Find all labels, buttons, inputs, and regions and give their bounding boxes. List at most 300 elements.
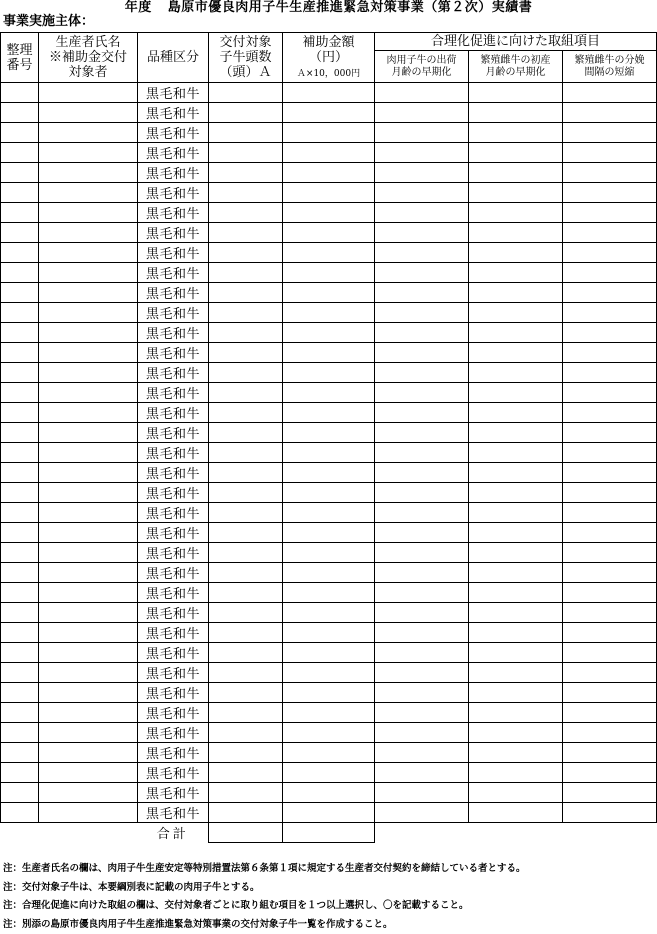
breed-cell: 黒毛和牛 <box>138 183 209 203</box>
head-count-cell[interactable] <box>209 603 283 623</box>
number-cell[interactable] <box>1 423 39 443</box>
head-count-cell[interactable] <box>209 783 283 803</box>
head-count-cell[interactable] <box>209 803 283 823</box>
breed-cell: 黒毛和牛 <box>138 743 209 763</box>
head-count-cell[interactable] <box>209 83 283 103</box>
breed-cell: 黒毛和牛 <box>138 323 209 343</box>
subsidy-cell[interactable] <box>283 163 375 183</box>
first-calving-age-cell[interactable] <box>469 383 563 403</box>
shipping-age-cell[interactable] <box>375 303 469 323</box>
number-cell[interactable] <box>1 123 39 143</box>
subsidy-cell[interactable] <box>283 743 375 763</box>
producer-cell[interactable] <box>39 423 138 443</box>
calving-interval-cell[interactable] <box>563 483 657 503</box>
shipping-age-cell[interactable] <box>375 403 469 423</box>
head-count-cell[interactable] <box>209 203 283 223</box>
head-count-cell[interactable] <box>209 663 283 683</box>
note-4: 注：別添の島原市優良肉用子牛生産推進緊急対策事業の交付対象子牛一覧を作成すること。 <box>3 916 526 934</box>
first-calving-age-cell[interactable] <box>469 503 563 523</box>
head-count-cell[interactable] <box>209 743 283 763</box>
first-calving-age-cell[interactable] <box>469 423 563 443</box>
first-calving-age-cell[interactable] <box>469 683 563 703</box>
first-calving-age-cell[interactable] <box>469 163 563 183</box>
calving-interval-cell[interactable] <box>563 643 657 663</box>
breed-cell: 黒毛和牛 <box>138 283 209 303</box>
subsidy-cell[interactable] <box>283 623 375 643</box>
shipping-age-cell[interactable] <box>375 563 469 583</box>
first-calving-age-cell[interactable] <box>469 303 563 323</box>
head-count-cell[interactable] <box>209 263 283 283</box>
producer-cell[interactable] <box>39 743 138 763</box>
first-calving-age-cell[interactable] <box>469 743 563 763</box>
shipping-age-cell[interactable] <box>375 423 469 443</box>
subsidy-cell[interactable] <box>283 503 375 523</box>
subsidy-cell[interactable] <box>283 303 375 323</box>
table-row <box>1 563 657 583</box>
note-3: 注：合理化促進に向けた取組の欄は、交付対象者ごとに取り組む項目を１つ以上選択し、〇を記載すること。 <box>3 897 526 916</box>
table-row <box>1 303 657 323</box>
shipping-age-cell[interactable] <box>375 603 469 623</box>
number-cell[interactable] <box>1 103 39 123</box>
shipping-age-cell[interactable] <box>375 443 469 463</box>
first-calving-age-cell[interactable] <box>469 323 563 343</box>
calving-interval-cell[interactable] <box>563 283 657 303</box>
calving-interval-cell[interactable] <box>563 583 657 603</box>
producer-cell[interactable] <box>39 223 138 243</box>
producer-cell[interactable] <box>39 383 138 403</box>
head-count-cell[interactable] <box>209 163 283 183</box>
table-row <box>1 683 657 703</box>
shipping-age-cell[interactable] <box>375 283 469 303</box>
producer-cell[interactable] <box>39 463 138 483</box>
table-row <box>1 403 657 423</box>
breed-cell: 黒毛和牛 <box>138 583 209 603</box>
number-cell[interactable] <box>1 603 39 623</box>
producer-cell[interactable] <box>39 443 138 463</box>
producer-cell[interactable] <box>39 683 138 703</box>
first-calving-age-cell[interactable] <box>469 443 563 463</box>
producer-cell[interactable] <box>39 623 138 643</box>
producer-cell[interactable] <box>39 603 138 623</box>
head-count-cell[interactable] <box>209 383 283 403</box>
table-row <box>1 243 657 263</box>
first-calving-age-cell[interactable] <box>469 663 563 683</box>
producer-cell[interactable] <box>39 103 138 123</box>
subsidy-cell[interactable] <box>283 563 375 583</box>
number-cell[interactable] <box>1 483 39 503</box>
performance-table <box>0 32 657 843</box>
subsidy-cell[interactable] <box>283 703 375 723</box>
breed-cell: 黒毛和牛 <box>138 443 209 463</box>
producer-cell[interactable] <box>39 143 138 163</box>
head-count-cell[interactable] <box>209 423 283 443</box>
head-count-cell[interactable] <box>209 703 283 723</box>
producer-cell[interactable] <box>39 83 138 103</box>
shipping-age-cell[interactable] <box>375 583 469 603</box>
subsidy-cell[interactable] <box>283 343 375 363</box>
shipping-age-cell[interactable] <box>375 243 469 263</box>
subsidy-cell[interactable] <box>283 123 375 143</box>
head-count-cell[interactable] <box>209 343 283 363</box>
breed-cell: 黒毛和牛 <box>138 343 209 363</box>
table-row <box>1 323 657 343</box>
producer-cell[interactable] <box>39 263 138 283</box>
calving-interval-cell[interactable] <box>563 463 657 483</box>
head-count-cell[interactable] <box>209 623 283 643</box>
producer-cell[interactable] <box>39 343 138 363</box>
producer-cell[interactable] <box>39 703 138 723</box>
number-cell[interactable] <box>1 203 39 223</box>
subsidy-cell[interactable] <box>283 763 375 783</box>
number-cell[interactable] <box>1 443 39 463</box>
first-calving-age-cell[interactable] <box>469 103 563 123</box>
producer-cell[interactable] <box>39 543 138 563</box>
subsidy-cell[interactable] <box>283 803 375 823</box>
table-row <box>1 803 657 823</box>
producer-cell[interactable] <box>39 583 138 603</box>
header-rationalization-group: 合理化促進に向けた取組項目 <box>375 33 657 51</box>
number-cell[interactable] <box>1 723 39 743</box>
number-cell[interactable] <box>1 343 39 363</box>
subsidy-cell[interactable] <box>283 243 375 263</box>
shipping-age-cell[interactable] <box>375 263 469 283</box>
number-cell[interactable] <box>1 83 39 103</box>
first-calving-age-cell[interactable] <box>469 83 563 103</box>
shipping-age-cell[interactable] <box>375 483 469 503</box>
head-count-cell[interactable] <box>209 463 283 483</box>
breed-cell: 黒毛和牛 <box>138 723 209 743</box>
first-calving-age-cell[interactable] <box>469 783 563 803</box>
subsidy-cell[interactable] <box>283 383 375 403</box>
calving-interval-cell[interactable] <box>563 543 657 563</box>
calving-interval-cell[interactable] <box>563 383 657 403</box>
calving-interval-cell[interactable] <box>563 743 657 763</box>
head-count-cell[interactable] <box>209 283 283 303</box>
calving-interval-cell[interactable] <box>563 123 657 143</box>
calving-interval-cell[interactable] <box>563 223 657 243</box>
number-cell[interactable] <box>1 263 39 283</box>
table-row <box>1 183 657 203</box>
calving-interval-cell[interactable] <box>563 783 657 803</box>
subsidy-cell[interactable] <box>283 663 375 683</box>
subsidy-cell[interactable] <box>283 323 375 343</box>
first-calving-age-cell[interactable] <box>469 283 563 303</box>
calving-interval-cell[interactable] <box>563 363 657 383</box>
number-cell[interactable] <box>1 623 39 643</box>
shipping-age-cell[interactable] <box>375 343 469 363</box>
head-count-cell[interactable] <box>209 723 283 743</box>
shipping-age-cell[interactable] <box>375 543 469 563</box>
first-calving-age-cell[interactable] <box>469 203 563 223</box>
calving-interval-cell[interactable] <box>563 343 657 363</box>
shipping-age-cell[interactable] <box>375 623 469 643</box>
producer-cell[interactable] <box>39 363 138 383</box>
shipping-age-cell[interactable] <box>375 803 469 823</box>
shipping-age-cell[interactable] <box>375 463 469 483</box>
calving-interval-cell[interactable] <box>563 203 657 223</box>
calving-interval-cell[interactable] <box>563 443 657 463</box>
producer-cell[interactable] <box>39 123 138 143</box>
subsidy-cell[interactable] <box>283 283 375 303</box>
number-cell[interactable] <box>1 183 39 203</box>
number-cell[interactable] <box>1 783 39 803</box>
producer-cell[interactable] <box>39 403 138 423</box>
shipping-age-cell[interactable] <box>375 663 469 683</box>
head-count-cell[interactable] <box>209 503 283 523</box>
calving-interval-cell[interactable] <box>563 403 657 423</box>
breed-cell: 黒毛和牛 <box>138 663 209 683</box>
number-cell[interactable] <box>1 503 39 523</box>
subsidy-cell[interactable] <box>283 143 375 163</box>
number-cell[interactable] <box>1 323 39 343</box>
calving-interval-cell[interactable] <box>563 183 657 203</box>
shipping-age-cell[interactable] <box>375 643 469 663</box>
calving-interval-cell[interactable] <box>563 563 657 583</box>
first-calving-age-cell[interactable] <box>469 483 563 503</box>
producer-cell[interactable] <box>39 323 138 343</box>
subsidy-cell[interactable] <box>283 403 375 423</box>
head-count-cell[interactable] <box>209 103 283 123</box>
producer-cell[interactable] <box>39 503 138 523</box>
total-head-count-cell[interactable] <box>209 823 283 843</box>
calving-interval-cell[interactable] <box>563 803 657 823</box>
producer-cell[interactable] <box>39 523 138 543</box>
first-calving-age-cell[interactable] <box>469 543 563 563</box>
calving-interval-cell[interactable] <box>563 703 657 723</box>
table-row <box>1 603 657 623</box>
shipping-age-cell[interactable] <box>375 683 469 703</box>
subsidy-cell[interactable] <box>283 783 375 803</box>
producer-cell[interactable] <box>39 183 138 203</box>
shipping-age-cell[interactable] <box>375 103 469 123</box>
number-cell[interactable] <box>1 563 39 583</box>
subsidy-cell[interactable] <box>283 523 375 543</box>
shipping-age-cell[interactable] <box>375 183 469 203</box>
table-row <box>1 763 657 783</box>
subsidy-cell[interactable] <box>283 643 375 663</box>
number-cell[interactable] <box>1 803 39 823</box>
calving-interval-cell[interactable] <box>563 763 657 783</box>
breed-cell: 黒毛和牛 <box>138 643 209 663</box>
breed-cell: 黒毛和牛 <box>138 543 209 563</box>
total-subsidy-cell[interactable] <box>283 823 375 843</box>
producer-cell[interactable] <box>39 243 138 263</box>
first-calving-age-cell[interactable] <box>469 703 563 723</box>
first-calving-age-cell[interactable] <box>469 583 563 603</box>
entity-label: 事業実施主体： <box>3 14 94 30</box>
head-count-cell[interactable] <box>209 303 283 323</box>
subsidy-cell[interactable] <box>283 83 375 103</box>
head-count-cell[interactable] <box>209 223 283 243</box>
number-cell[interactable] <box>1 763 39 783</box>
subsidy-cell[interactable] <box>283 103 375 123</box>
calving-interval-cell[interactable] <box>563 663 657 683</box>
number-cell[interactable] <box>1 683 39 703</box>
total-row <box>1 823 657 843</box>
producer-cell[interactable] <box>39 723 138 743</box>
head-count-cell[interactable] <box>209 563 283 583</box>
calving-interval-cell[interactable] <box>563 323 657 343</box>
head-count-cell[interactable] <box>209 183 283 203</box>
number-cell[interactable] <box>1 643 39 663</box>
number-cell[interactable] <box>1 463 39 483</box>
producer-cell[interactable] <box>39 483 138 503</box>
subsidy-cell[interactable] <box>283 363 375 383</box>
calving-interval-cell[interactable] <box>563 623 657 643</box>
subsidy-cell[interactable] <box>283 203 375 223</box>
number-cell[interactable] <box>1 163 39 183</box>
number-cell[interactable] <box>1 703 39 723</box>
shipping-age-cell[interactable] <box>375 383 469 403</box>
table-row <box>1 483 657 503</box>
first-calving-age-cell[interactable] <box>469 183 563 203</box>
subsidy-cell[interactable] <box>283 683 375 703</box>
first-calving-age-cell[interactable] <box>469 343 563 363</box>
first-calving-age-cell[interactable] <box>469 143 563 163</box>
number-cell[interactable] <box>1 243 39 263</box>
first-calving-age-cell[interactable] <box>469 803 563 823</box>
first-calving-age-cell[interactable] <box>469 263 563 283</box>
number-cell[interactable] <box>1 143 39 163</box>
shipping-age-cell[interactable] <box>375 83 469 103</box>
shipping-age-cell[interactable] <box>375 323 469 343</box>
shipping-age-cell[interactable] <box>375 363 469 383</box>
first-calving-age-cell[interactable] <box>469 363 563 383</box>
subsidy-cell[interactable] <box>283 603 375 623</box>
calving-interval-cell[interactable] <box>563 303 657 323</box>
table-row <box>1 743 657 763</box>
total-label: 合計 <box>138 823 209 843</box>
producer-cell[interactable] <box>39 303 138 323</box>
first-calving-age-cell[interactable] <box>469 463 563 483</box>
first-calving-age-cell[interactable] <box>469 403 563 423</box>
head-count-cell[interactable] <box>209 523 283 543</box>
calving-interval-cell[interactable] <box>563 143 657 163</box>
subsidy-cell[interactable] <box>283 223 375 243</box>
number-cell[interactable] <box>1 303 39 323</box>
shipping-age-cell[interactable] <box>375 223 469 243</box>
calving-interval-cell[interactable] <box>563 683 657 703</box>
subsidy-cell[interactable] <box>283 583 375 603</box>
calving-interval-cell[interactable] <box>563 603 657 623</box>
first-calving-age-cell[interactable] <box>469 123 563 143</box>
calving-interval-cell[interactable] <box>563 423 657 443</box>
table-body <box>1 83 657 823</box>
head-count-cell[interactable] <box>209 543 283 563</box>
table-row <box>1 143 657 163</box>
shipping-age-cell[interactable] <box>375 523 469 543</box>
table-row <box>1 383 657 403</box>
number-cell[interactable] <box>1 223 39 243</box>
first-calving-age-cell[interactable] <box>469 763 563 783</box>
number-cell[interactable] <box>1 363 39 383</box>
head-count-cell[interactable] <box>209 683 283 703</box>
calving-interval-cell[interactable] <box>563 243 657 263</box>
first-calving-age-cell[interactable] <box>469 563 563 583</box>
head-count-cell[interactable] <box>209 123 283 143</box>
producer-cell[interactable] <box>39 783 138 803</box>
head-count-cell[interactable] <box>209 143 283 163</box>
calving-interval-cell[interactable] <box>563 503 657 523</box>
header-number: 整理 番号 <box>1 33 39 83</box>
subsidy-cell[interactable] <box>283 423 375 443</box>
calving-interval-cell[interactable] <box>563 163 657 183</box>
calving-interval-cell[interactable] <box>563 103 657 123</box>
producer-cell[interactable] <box>39 283 138 303</box>
number-cell[interactable] <box>1 743 39 763</box>
first-calving-age-cell[interactable] <box>469 723 563 743</box>
number-cell[interactable] <box>1 383 39 403</box>
head-count-cell[interactable] <box>209 403 283 423</box>
producer-cell[interactable] <box>39 663 138 683</box>
breed-cell: 黒毛和牛 <box>138 223 209 243</box>
head-count-cell[interactable] <box>209 243 283 263</box>
subsidy-cell[interactable] <box>283 543 375 563</box>
subsidy-cell[interactable] <box>283 443 375 463</box>
producer-cell[interactable] <box>39 163 138 183</box>
number-cell[interactable] <box>1 583 39 603</box>
head-count-cell[interactable] <box>209 323 283 343</box>
shipping-age-cell[interactable] <box>375 203 469 223</box>
head-count-cell[interactable] <box>209 443 283 463</box>
calving-interval-cell[interactable] <box>563 523 657 543</box>
head-count-cell[interactable] <box>209 363 283 383</box>
breed-cell: 黒毛和牛 <box>138 763 209 783</box>
subsidy-cell[interactable] <box>283 183 375 203</box>
first-calving-age-cell[interactable] <box>469 223 563 243</box>
subsidy-cell[interactable] <box>283 263 375 283</box>
shipping-age-cell[interactable] <box>375 783 469 803</box>
table-row <box>1 103 657 123</box>
head-count-cell[interactable] <box>209 483 283 503</box>
header-head-count: 交付対象 子牛頭数 （頭）Ａ <box>209 33 283 83</box>
first-calving-age-cell[interactable] <box>469 243 563 263</box>
producer-cell[interactable] <box>39 203 138 223</box>
first-calving-age-cell[interactable] <box>469 623 563 643</box>
calving-interval-cell[interactable] <box>563 263 657 283</box>
shipping-age-cell[interactable] <box>375 723 469 743</box>
first-calving-age-cell[interactable] <box>469 643 563 663</box>
number-cell[interactable] <box>1 523 39 543</box>
calving-interval-cell[interactable] <box>563 723 657 743</box>
subsidy-cell[interactable] <box>283 483 375 503</box>
shipping-age-cell[interactable] <box>375 763 469 783</box>
shipping-age-cell[interactable] <box>375 703 469 723</box>
head-count-cell[interactable] <box>209 583 283 603</box>
head-count-cell[interactable] <box>209 763 283 783</box>
shipping-age-cell[interactable] <box>375 503 469 523</box>
subsidy-cell[interactable] <box>283 463 375 483</box>
producer-cell[interactable] <box>39 563 138 583</box>
number-cell[interactable] <box>1 283 39 303</box>
shipping-age-cell[interactable] <box>375 163 469 183</box>
calving-interval-cell[interactable] <box>563 83 657 103</box>
producer-cell[interactable] <box>39 643 138 663</box>
subsidy-cell[interactable] <box>283 723 375 743</box>
first-calving-age-cell[interactable] <box>469 523 563 543</box>
number-cell[interactable] <box>1 403 39 423</box>
shipping-age-cell[interactable] <box>375 143 469 163</box>
number-cell[interactable] <box>1 543 39 563</box>
number-cell[interactable] <box>1 663 39 683</box>
shipping-age-cell[interactable] <box>375 123 469 143</box>
producer-cell[interactable] <box>39 803 138 823</box>
first-calving-age-cell[interactable] <box>469 603 563 623</box>
breed-cell: 黒毛和牛 <box>138 803 209 823</box>
shipping-age-cell[interactable] <box>375 743 469 763</box>
head-count-cell[interactable] <box>209 643 283 663</box>
producer-cell[interactable] <box>39 763 138 783</box>
